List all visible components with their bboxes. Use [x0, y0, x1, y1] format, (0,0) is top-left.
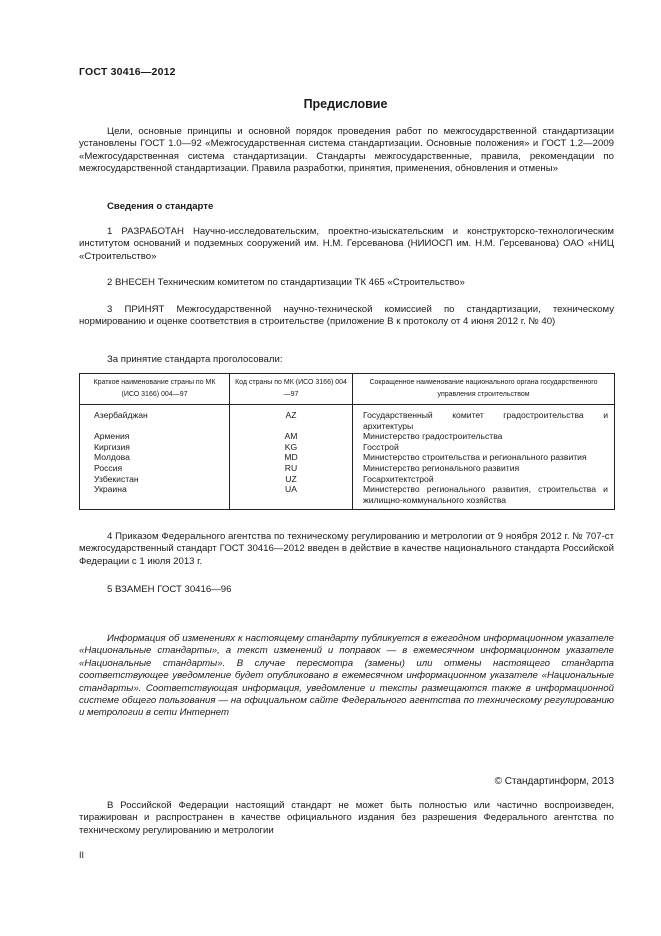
country-name: Узбекистан — [80, 474, 230, 485]
country-name: Азербайджан — [80, 405, 230, 432]
country-code: AM — [230, 431, 353, 442]
table-row — [80, 405, 615, 432]
table-row — [80, 484, 615, 510]
voted-label: За принятие стандарта проголосовали: — [107, 354, 283, 365]
authority-name: Государственный комитет градостроительства и архитектуры — [353, 405, 615, 432]
intro-paragraph: Цели, основные принципы и основной порядок проведения работ по межгосударственной стандартизации установлены ГОСТ 1.0—92 «Межгосударственная система стандартизации. Основные положения» и ГОСТ 1.2—2009 «Межгосударственная система стандартизации. Стандарты межгосударственные, правила, рекомендации по межгосударственной стандартизации. Правила разработки, принятия, применения, обновления и отмены» — [79, 126, 614, 175]
item-introduced: 2 ВНЕСЕН Техническим комитетом по стандартизации ТК 465 «Строительство» — [107, 277, 465, 288]
header-code: Код страны по МК (ИСО 3166) 004—97 — [230, 374, 353, 405]
table-row — [80, 474, 615, 485]
country-code: KG — [230, 442, 353, 453]
country-code: UZ — [230, 474, 353, 485]
page-title: Предисловие — [303, 97, 388, 111]
header-authority: Сокращенное наименование национального органа государственного управления строительством — [353, 374, 615, 405]
country-name: Молдова — [80, 452, 230, 463]
table-row — [80, 431, 615, 442]
standard-code-header: ГОСТ 30416—2012 — [79, 66, 176, 78]
authority-name: Госстрой — [353, 442, 615, 453]
item-replaces: 5 ВЗАМЕН ГОСТ 30416—96 — [107, 584, 232, 595]
country-name: Россия — [80, 463, 230, 474]
header-country: Краткое наименование страны по МК (ИСО 3166) 004—97 — [80, 374, 230, 405]
country-code: MD — [230, 452, 353, 463]
country-code: AZ — [230, 405, 353, 432]
item-order: 4 Приказом Федерального агентства по техническому регулированию и метрологии от 9 ноября 2012 г. № 707-ст межгосударственный стандарт ГОСТ 30416—2012 введен в действие в качестве национального стандарта Российской Федерации с 1 июля 2013 г. — [79, 531, 614, 567]
voting-table — [79, 373, 615, 510]
item-adopted: 3 ПРИНЯТ Межгосударственной научно-технической комиссией по стандартизации, техническому нормированию и оценке соответствия в строительстве (приложение В к протоколу от 4 июня 2012 г. № 40) — [79, 304, 614, 328]
table-header-row — [80, 374, 615, 405]
table-row — [80, 442, 615, 453]
country-code: UA — [230, 484, 353, 510]
authority-name: Министерство регионального развития — [353, 463, 615, 474]
country-code: RU — [230, 463, 353, 474]
authority-name: Министерство регионального развития, строительства и жилищно-коммунального хозяйства — [353, 484, 615, 510]
item-developed: 1 РАЗРАБОТАН Научно-исследовательским, проектно-изыскательским и конструкторско-технологическим институтом оснований и подземных сооружений им. Н.М. Герсеванова (НИИОСП им. Н.М. Герсеванова) ОАО «НИЦ «Строительство» — [79, 226, 614, 262]
authority-name: Министерство строительства и регионального развития — [353, 452, 615, 463]
page-number: II — [79, 850, 85, 860]
country-name: Украина — [80, 484, 230, 510]
country-name: Армения — [80, 431, 230, 442]
copyright-line: © Стандартинформ, 2013 — [494, 776, 614, 787]
changes-notice: Информация об изменениях к настоящему стандарту публикуется в ежегодном информационном указателе «Национальные стандарты», а текст изменений и поправок — в ежемесячном информационном указателе «Национальные стандарты». В случае пересмотра (замены) или отмены настоящего стандарта соответствующее уведомление будет опубликовано в ежемесячном информационном указателе «Национальные стандарты». Соответствующая информация, уведомление и тексты размещаются также в информационной системе общего пользования — на официальном сайте Федерального агентства по техническому регулированию и метрологии в сети Интернет — [79, 633, 614, 719]
table-row — [80, 452, 615, 463]
info-heading: Сведения о стандарте — [107, 201, 214, 212]
rights-statement: В Российской Федерации настоящий стандарт не может быть полностью или частично воспроизведен, тиражирован и распространен в качестве официального издания без разрешения Федерального агентства по техническому регулированию и метрологии — [79, 800, 614, 836]
authority-name: Министерство градостроительства — [353, 431, 615, 442]
table-row — [80, 463, 615, 474]
country-name: Киргизия — [80, 442, 230, 453]
authority-name: Госархитектстрой — [353, 474, 615, 485]
